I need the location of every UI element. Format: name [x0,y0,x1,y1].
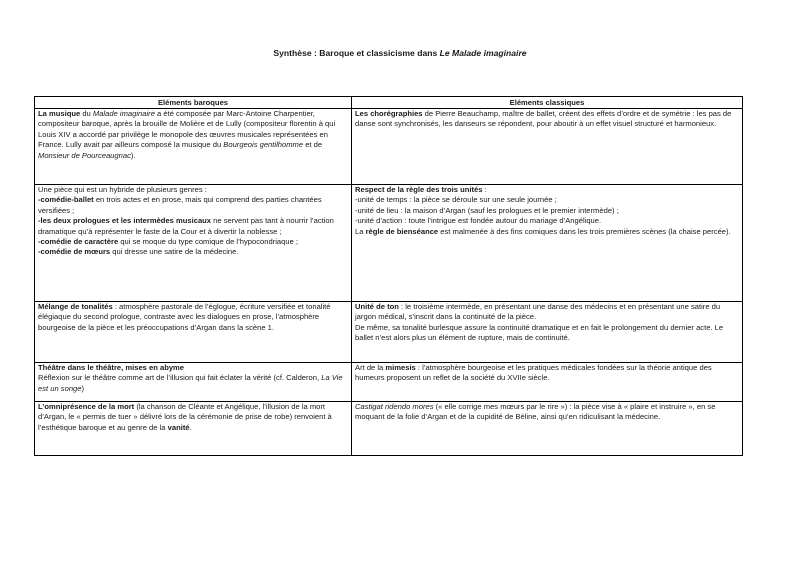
cell-baroque [35,302,352,363]
bold-term: L’omniprésence de la mort [38,402,135,411]
text: (la chanson de Cléante et Angélique, l’illusion de la mort d’Argan, le « permis de tuer » délivré lors de la cérémonie de prise de robe) renvoient à l’esthétique baroque et au genre de la [38,402,332,432]
cell-classique [352,185,743,302]
text: de Pierre Beauchamp, maître de ballet, créent des effets d’ordre et de symétrie : les pas de danse sont synchronisés, les danseurs se répondent, pour aboutir à un effet visuel structuré et harmonieux. [355,109,732,129]
list-item [38,247,349,257]
text: Réflexion sur le théâtre comme art de l’illusion qui fait éclater la vérité (cf. Calderon, [38,373,322,383]
text: ) [81,383,85,393]
table-row [35,363,743,402]
header-classique: Eléments classiques [352,97,743,109]
text: et de [303,140,323,150]
paragraph [38,373,349,394]
bold-term: Les chorégraphies [355,109,423,118]
bold-term: -comédie de caractère [38,237,119,247]
heading-line [355,185,740,195]
heading-line [38,363,349,373]
bold-term: -les deux prologues et les intermèdes musicaux [38,216,212,226]
text: : atmosphère pastorale de l’églogue, écriture versifiée et tonalité élégiaque du second prologue, contraste avec les dialogues en prose, l’atmosphère bourgeoise de la pièce et les préoccupations d’Argan dans la scène 1. [38,302,331,332]
paragraph [355,227,740,237]
text: ). [130,150,136,160]
title-work-name: Le Malade imaginaire [439,48,527,58]
text: . [189,422,192,432]
text: La [355,226,366,236]
list-item: -unité d’action : toute l’intrigue est fondée autour du mariage d’Angélique. [355,216,602,226]
bold-term: -comédie de mœurs [38,247,111,257]
list-item [38,216,349,237]
bold-term: -comédie-ballet [38,195,94,205]
title-text: Synthèse : Baroque et classicisme dans [273,48,440,58]
cell-baroque [35,109,352,185]
cell-classique [352,302,743,363]
table-row [35,302,743,363]
cell-baroque [35,363,352,402]
bold-term: Mélange de tonalités [38,302,113,311]
work-title: Monsieur de Pourceaugnac [38,150,131,160]
text: : [482,185,487,194]
header-baroque: Eléments baroques [35,97,352,109]
bold-term: Unité de ton [355,302,399,311]
intro-line: Une pièce qui est un hybride de plusieurs genres : [38,185,207,194]
text: ne servent pas tant à nourrir l’action dramatique qu’à représenter le faste de la Cour et à divertir la noblesse ; [38,216,334,236]
cell-baroque [35,185,352,302]
table-row [35,185,743,302]
paragraph [355,302,740,323]
list-item [38,237,349,247]
cell-classique [352,363,743,402]
cell-baroque [35,402,352,456]
table-row [35,402,743,456]
text: a été composée par Marc-Antoine Charpentier, compositeur baroque, après la brouille de Molière et de Lully (compositeur florentin à qui Louis XIV a accordé par privilège le monopole des œuvres musicales représentées en France. Lully avait par ailleurs composé la musique du [38,109,336,150]
bold-term: règle de bienséance [365,226,439,236]
paragraph: De même, sa tonalité burlesque assure la continuité dramatique et en fait le prolongement du dernier acte. Le ballet n’est alors plus un élément de rupture, mais de continuité. [355,322,724,343]
list-item: -unité de lieu : la maison d’Argan (sauf les prologues et le premier intermède) ; [355,205,619,215]
text: : l’atmosphère bourgeoise et les pratiques médicales fondées sur la théorie antique des humeurs proposent un reflet de la société du XVIIe siècle. [355,363,712,383]
text: en trois actes et en prose, mais qui comprend des parties chantées versifiées ; [38,195,322,215]
latin-motto: Castigat ridendo mores [355,402,434,411]
bold-term: vanité [167,422,190,432]
table-header-row [35,97,743,109]
bold-term: mimesis [385,363,416,372]
table-row [35,109,743,185]
text: qui dresse une satire de la médecine. [110,247,239,257]
text: qui se moque du type comique de l’hypocondriaque ; [118,237,299,247]
bold-term: Respect de la règle des trois unités [355,185,483,194]
work-title: Malade imaginaire [92,109,155,118]
cell-classique [352,402,743,456]
text: est malmenée à des fins comiques dans les trois premières scènes (la chaise percée). [438,226,731,236]
document-title [0,48,800,58]
text: : le troisième intermède, en présentant une danse des médecins et en présentant une satire du jargon médical, s’inscrit dans la continuité de la pièce. [355,302,721,322]
work-title: La Vie est un songe [38,373,343,393]
text: (« elle corrige mes mœurs par le rire ») : la pièce vise à « plaire et instruire », en se moquant de la folie d’Argan et de la cupidité de Béline, ainsi qu’en ridiculisant la médecine. [355,402,716,422]
bold-term: Théâtre dans le théâtre, mises en abyme [38,363,185,372]
work-title: Bourgeois gentilhomme [223,140,304,150]
synthesis-table [34,96,743,456]
list-item [38,195,349,216]
text: Art de la [355,363,386,372]
bold-term: La musique [38,109,81,118]
text: du [80,109,93,118]
list-item: -unité de temps : la pièce se déroule sur une seule journée ; [355,195,557,205]
cell-classique [352,109,743,185]
